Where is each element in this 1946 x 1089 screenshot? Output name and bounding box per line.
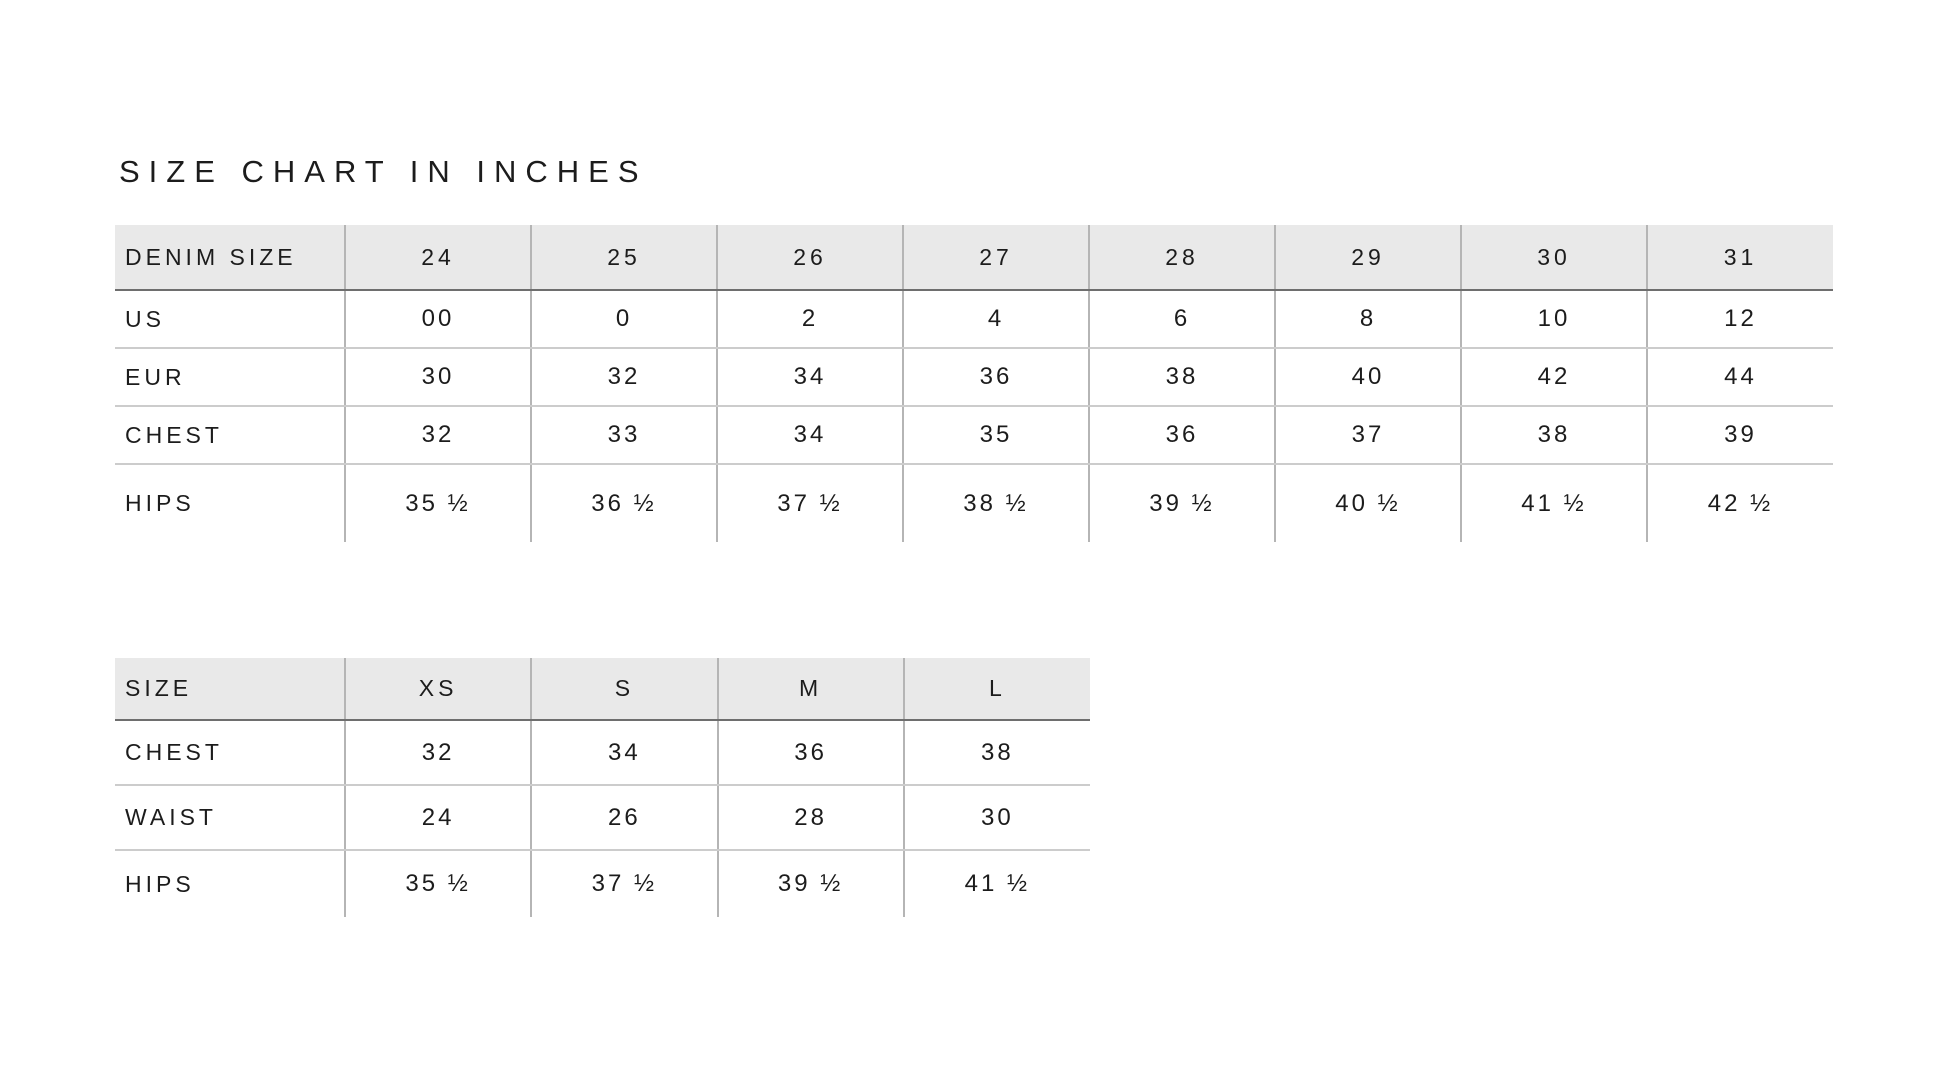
cell-value: 42 ½ — [1647, 464, 1833, 542]
cell-value: 35 ½ — [345, 850, 531, 917]
cell-value: 32 — [531, 348, 717, 406]
column-header: XS — [345, 658, 531, 720]
cell-value: 34 — [717, 406, 903, 464]
header-row — [115, 225, 1833, 290]
column-header: 27 — [903, 225, 1089, 290]
row-label: HIPS — [125, 870, 195, 897]
cell-value: 33 — [531, 406, 717, 464]
cell-value: 40 — [1275, 348, 1461, 406]
page-title: SIZE CHART IN INCHES — [119, 154, 648, 189]
cell-value: 42 — [1461, 348, 1647, 406]
column-header: 29 — [1275, 225, 1461, 290]
cell-value: 38 — [1089, 348, 1275, 406]
table-header — [115, 225, 1833, 290]
cell-value: 28 — [718, 785, 904, 850]
cell-value: 39 — [1647, 406, 1833, 464]
cell-value: 38 — [1461, 406, 1647, 464]
table-row — [115, 290, 1833, 348]
table-header — [115, 658, 1090, 720]
header-row — [115, 658, 1090, 720]
cell-value: 00 — [345, 290, 531, 348]
cell-value: 38 — [904, 720, 1090, 785]
cell-value: 44 — [1647, 348, 1833, 406]
cell-value: 36 — [718, 720, 904, 785]
row-label: CHEST — [115, 406, 345, 464]
cell-value: 30 — [904, 785, 1090, 850]
cell-value: 32 — [345, 720, 531, 785]
cell-value: 35 — [903, 406, 1089, 464]
cell-value: 26 — [531, 785, 717, 850]
table-body — [115, 290, 1833, 542]
table-row — [115, 785, 1090, 850]
row-label: EUR — [115, 348, 345, 406]
cell-value: 39 ½ — [718, 850, 904, 917]
cell-value: 38 ½ — [903, 464, 1089, 542]
column-header: S — [531, 658, 717, 720]
table-row — [115, 406, 1833, 464]
row-label: CHEST — [115, 720, 345, 785]
column-header: 26 — [717, 225, 903, 290]
cell-value: 36 — [903, 348, 1089, 406]
column-header: 30 — [1461, 225, 1647, 290]
header-label-cell: DENIM SIZE — [115, 225, 345, 290]
cell-value: 2 — [717, 290, 903, 348]
column-header: L — [904, 658, 1090, 720]
cell-value: 24 — [345, 785, 531, 850]
cell-value: 32 — [345, 406, 531, 464]
column-header: 25 — [531, 225, 717, 290]
cell-value: 34 — [531, 720, 717, 785]
cell-value: 8 — [1275, 290, 1461, 348]
cell-value: 12 — [1647, 290, 1833, 348]
row-label: HIPS — [125, 490, 195, 516]
table-body — [115, 720, 1090, 917]
column-header: 28 — [1089, 225, 1275, 290]
table-row — [115, 850, 1090, 917]
cell-value: 35 ½ — [345, 464, 531, 542]
cell-value: 37 ½ — [531, 850, 717, 917]
table-row — [115, 464, 1833, 542]
cell-value: 37 — [1275, 406, 1461, 464]
column-header: 31 — [1647, 225, 1833, 290]
cell-value: 30 — [345, 348, 531, 406]
cell-value: 41 ½ — [1461, 464, 1647, 542]
cell-value: 36 — [1089, 406, 1275, 464]
cell-value: 4 — [903, 290, 1089, 348]
header-label-cell: SIZE — [115, 658, 345, 720]
apparel-size-table — [115, 658, 1090, 917]
cell-value: 40 ½ — [1275, 464, 1461, 542]
cell-value: 34 — [717, 348, 903, 406]
cell-value: 36 ½ — [531, 464, 717, 542]
cell-value: 0 — [531, 290, 717, 348]
table-row — [115, 348, 1833, 406]
row-label: WAIST — [115, 785, 345, 850]
cell-value: 37 ½ — [717, 464, 903, 542]
cell-value: 6 — [1089, 290, 1275, 348]
table-row — [115, 720, 1090, 785]
column-header: M — [718, 658, 904, 720]
cell-value: 39 ½ — [1089, 464, 1275, 542]
denim-size-table — [115, 225, 1833, 542]
column-header: 24 — [345, 225, 531, 290]
row-label: US — [115, 290, 345, 348]
cell-value: 41 ½ — [904, 850, 1090, 917]
cell-value: 10 — [1461, 290, 1647, 348]
